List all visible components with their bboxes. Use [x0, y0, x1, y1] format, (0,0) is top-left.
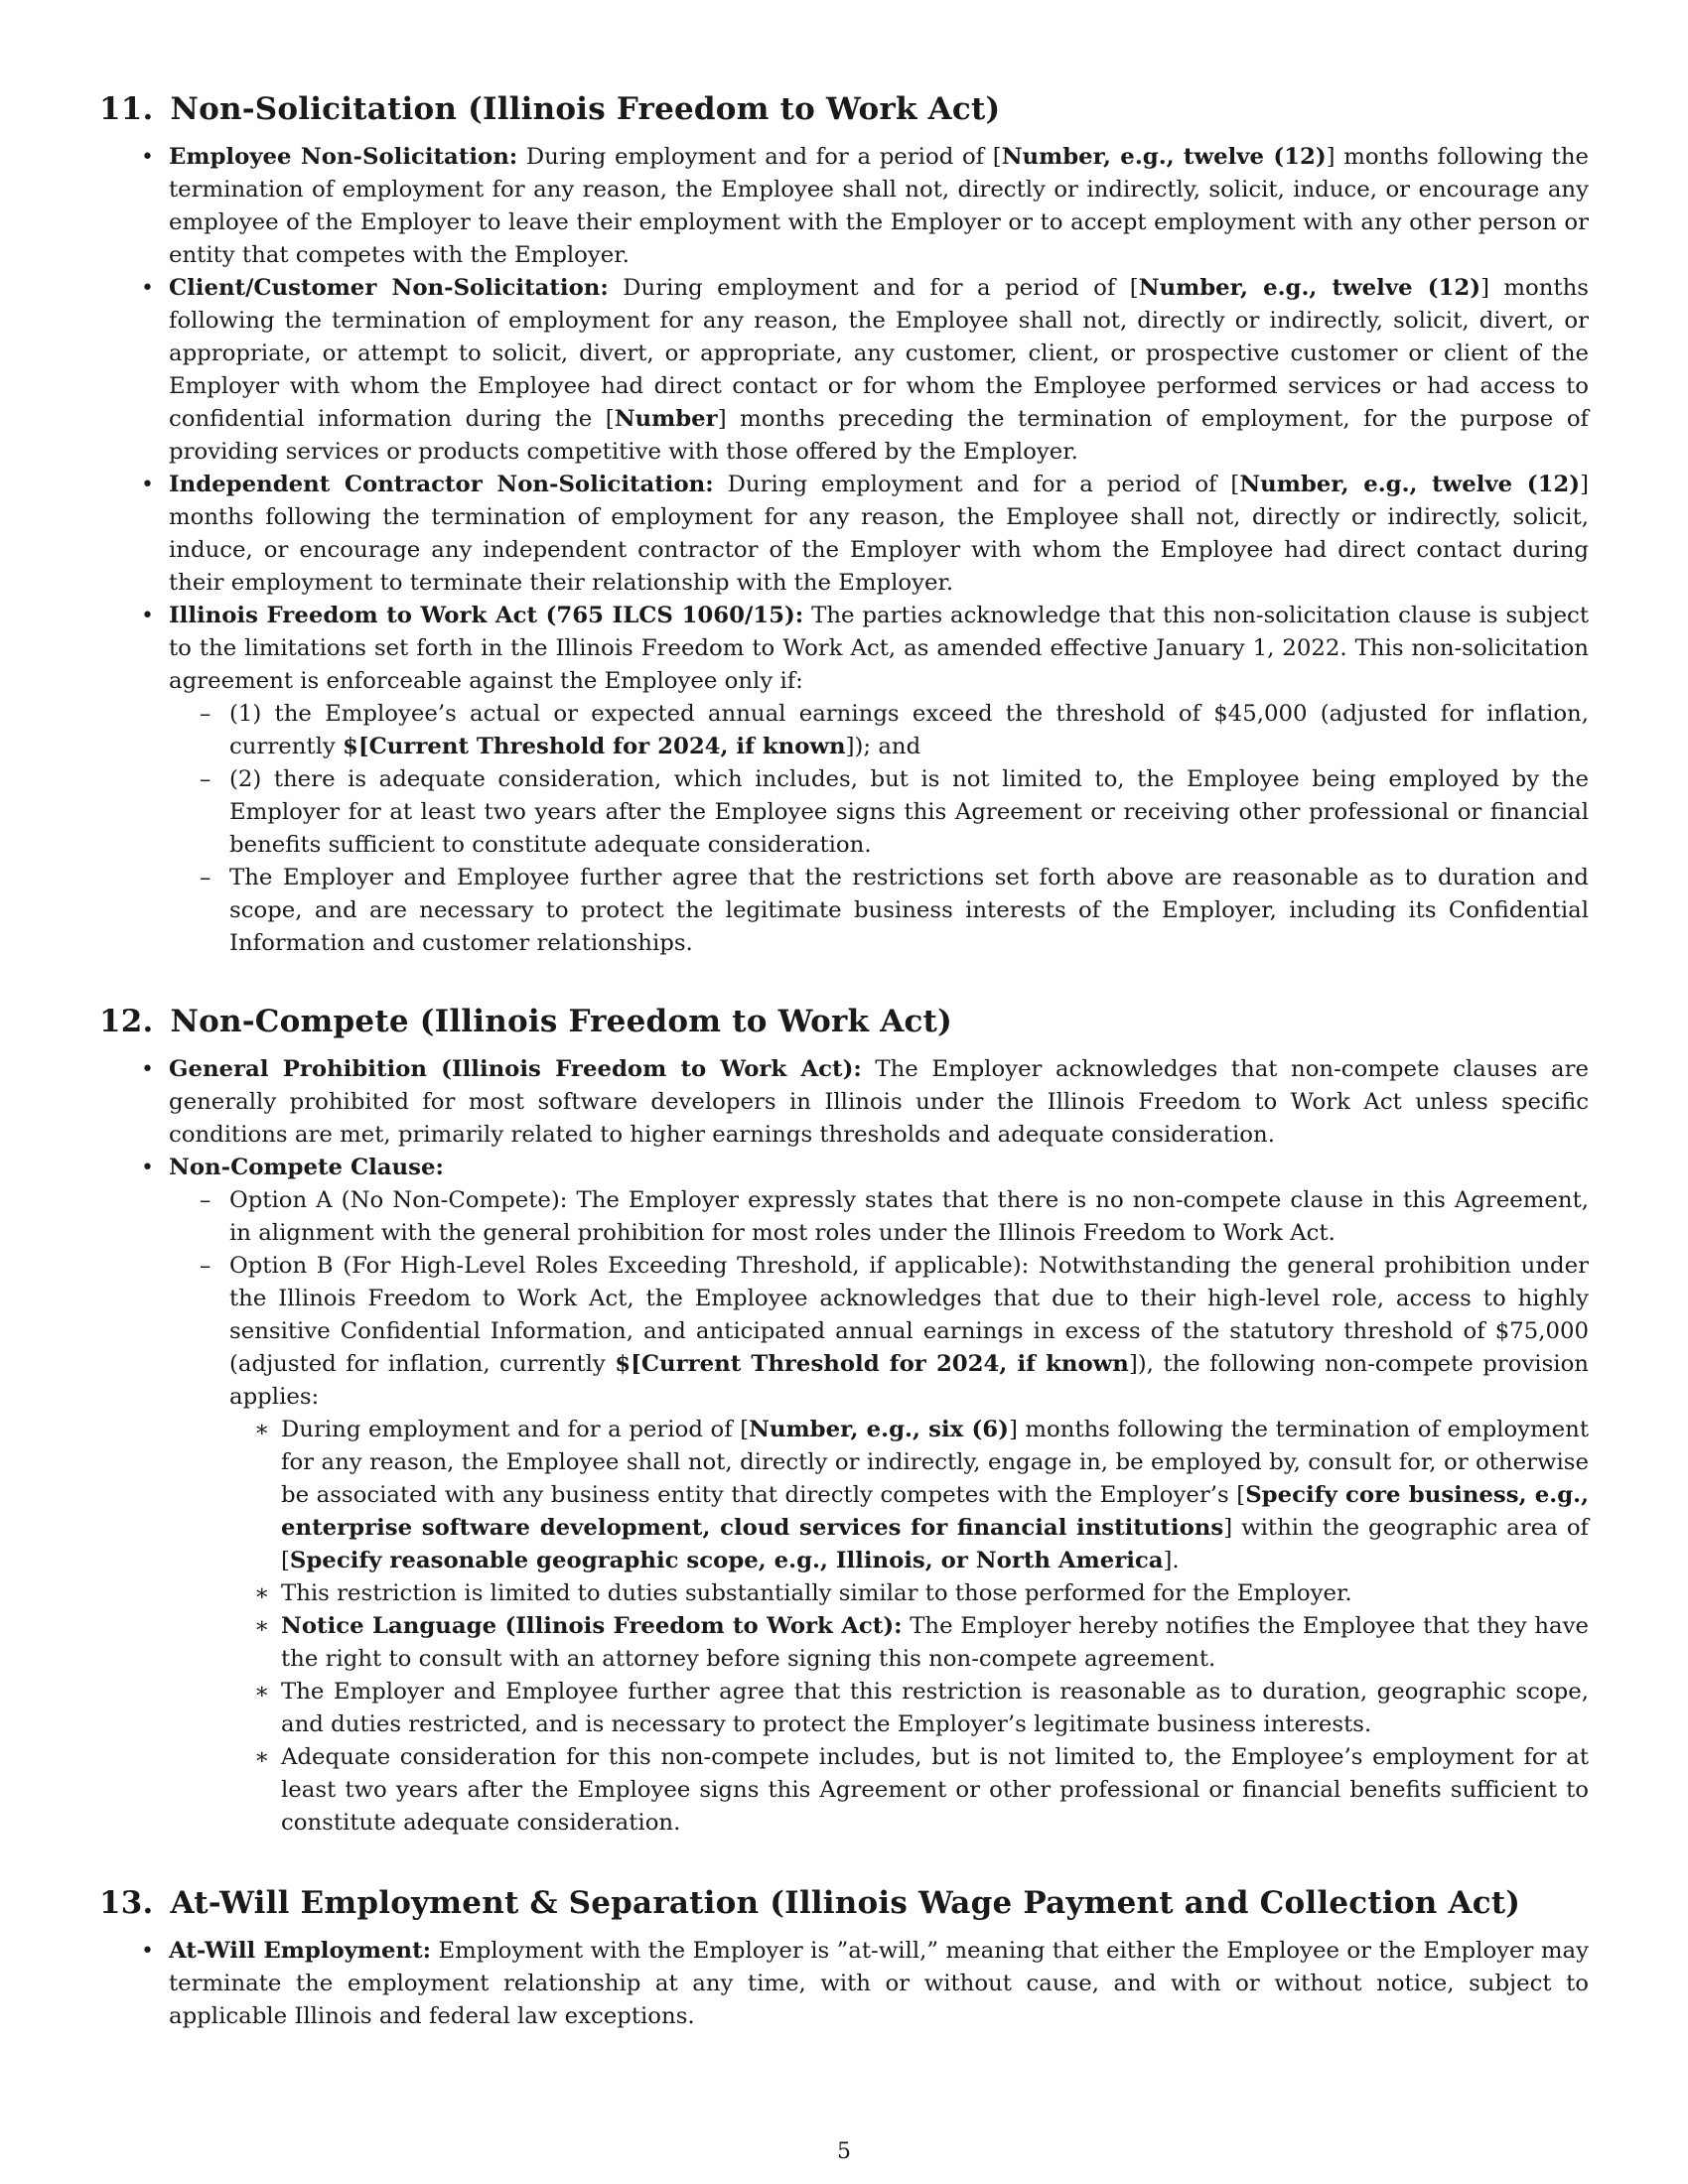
item-text: Option A (No Non-Compete): The Employer expressly states that there is no non-compete clause in this Agreement, in alignment with the general prohibition for most roles under the Illinois Freedom to Work Act. — [229, 1187, 1589, 1246]
item-label: Non-Compete Clause: — [169, 1155, 444, 1180]
item-label: General Prohibition (Illinois Freedom to Work Act): — [169, 1056, 862, 1082]
general-prohibition-item — [169, 1053, 1589, 1152]
item-text: The parties acknowledge that this non-solicitation clause is subject to the limitations set forth in the Illinois Freedom to Work Act, as amended effective January 1, 2022. This non-solicitation agreement is enforceable against the Employee only if: — [169, 603, 1589, 694]
section-number: 12. — [99, 1004, 154, 1039]
section-12-heading — [99, 1000, 1589, 1043]
provision-list — [229, 1414, 1589, 1840]
placeholder-bold: Number, e.g., six (6) — [749, 1417, 1009, 1442]
item-label: At-Will Employment: — [169, 1938, 432, 1964]
item-text: ] within the geographic area of [ — [281, 1515, 1589, 1573]
section-title: Non-Solicitation (Illinois Freedom to Work Act) — [170, 91, 1001, 127]
condition-consideration — [229, 763, 1589, 862]
provision-consideration — [281, 1741, 1589, 1840]
placeholder-bold: Number, e.g., twelve (12) — [1001, 144, 1327, 170]
item-text: During employment and for a period of [ — [608, 275, 1139, 301]
at-will-item — [169, 1935, 1589, 2033]
document-page — [99, 87, 1589, 2033]
placeholder-bold: Number, e.g., twelve (12) — [1239, 472, 1581, 497]
provision-duration — [281, 1414, 1589, 1577]
freedom-to-work-act-item — [169, 600, 1589, 960]
item-text: The Employer and Employee further agree that this restriction is reasonable as to duration, geographic scope, and duties restricted, and is necessary to protect the Employer’s legitimate business interests. — [281, 1679, 1589, 1737]
item-text: ] months following the termination of employment for any reason, the Employee shall not, directly or indirectly, solicit, induce, or encourage any employee of the Employer to leave their employment with the Employer or to accept employment with any other person or entity that competes with the Employer. — [169, 144, 1589, 268]
option-b — [229, 1250, 1589, 1840]
provision-notice — [281, 1610, 1589, 1676]
section-11-heading — [99, 87, 1589, 131]
placeholder-bold: Number — [614, 406, 718, 432]
placeholder-bold: Specify reasonable geographic scope, e.g., Illinois, or North America — [289, 1548, 1164, 1573]
contractor-non-solicitation-item — [169, 469, 1589, 600]
employee-non-solicitation-item — [169, 141, 1589, 272]
client-non-solicitation-item — [169, 272, 1589, 469]
section-12-list — [99, 1053, 1589, 1840]
item-label: Notice Language (Illinois Freedom to Work Act): — [281, 1613, 903, 1639]
item-text: ] months following the termination of employment for any reason, the Employee shall not, directly or indirectly, engage in, be employed by, consult for, or otherwise be associated with any business entity that directly competes with the Employer’s [ — [281, 1417, 1590, 1508]
condition-reasonable — [229, 862, 1589, 960]
item-text: During employment and for a period of [ — [281, 1417, 750, 1442]
section-title: Non-Compete (Illinois Freedom to Work Act) — [170, 1004, 952, 1039]
provision-duties — [281, 1577, 1589, 1610]
item-text: This restriction is limited to duties substantially similar to those performed for the Employer. — [281, 1580, 1352, 1606]
item-text: The Employer acknowledges that non-compete clauses are generally prohibited for most software developers in Illinois under the Illinois Freedom to Work Act unless specific conditions are met, primarily related to higher earnings thresholds and adequate consideration. — [169, 1056, 1589, 1148]
page-number: 5 — [837, 2139, 851, 2164]
provision-reasonable — [281, 1676, 1589, 1741]
conditions-list — [169, 698, 1589, 960]
item-text: During employment and for a period of [ — [517, 144, 1002, 170]
item-label: Independent Contractor Non-Solicitation: — [169, 472, 714, 497]
section-title: At-Will Employment & Separation (Illinois Wage Payment and Collection Act) — [170, 1885, 1521, 1921]
section-11-list — [99, 141, 1589, 960]
item-text: ] months preceding the termination of employment, for the purpose of providing services or products competitive with those offered by the Employer. — [169, 406, 1589, 465]
item-text: During employment and for a period of [ — [713, 472, 1240, 497]
option-a — [229, 1184, 1589, 1250]
item-text: ]. — [1163, 1548, 1180, 1573]
item-text: The Employer hereby notifies the Employee that they have the right to consult with an attorney before signing this non-compete agreement. — [281, 1613, 1589, 1672]
placeholder-bold: Specify core business, e.g., enterprise software development, cloud services for financial institutions — [281, 1482, 1590, 1541]
options-list — [169, 1184, 1589, 1840]
item-text: (2) there is adequate consideration, which includes, but is not limited to, the Employee being employed by the Employer for at least two years after the Employee signs this Agreement or receiving other professional or financial benefits sufficient to constitute adequate consideration. — [229, 766, 1589, 858]
item-text: ]); and — [845, 734, 921, 759]
item-text: ] months following the termination of employment for any reason, the Employee shall not, directly or indirectly, solicit, induce, or encourage any independent contractor of the Employer with whom the Employee had direct contact during their employment to terminate their relationship with the Employer. — [169, 472, 1589, 596]
item-text: Option B (For High-Level Roles Exceeding Threshold, if applicable): Notwithstanding the general prohibition under the Illinois Freedom to Work Act, the Employee acknowledges that due to their high-level role, access to highly sensitive Confidential Information, and anticipated annual earnings in excess of the statutory threshold of $75,000 (adjusted for inflation, currently — [229, 1253, 1589, 1377]
item-label: Client/Customer Non-Solicitation: — [169, 275, 609, 301]
condition-earnings — [229, 698, 1589, 763]
section-13-list — [99, 1935, 1589, 2033]
placeholder-bold: $[Current Threshold for 2024, if known — [615, 1351, 1129, 1377]
item-text: (1) the Employee’s actual or expected annual earnings exceed the threshold of $45,000 (adjusted for inflation, currently — [229, 701, 1589, 759]
item-label: Illinois Freedom to Work Act (765 ILCS 1060/15): — [169, 603, 804, 628]
non-compete-clause-item — [169, 1152, 1589, 1840]
section-number: 11. — [99, 91, 154, 127]
item-text: ] months following the termination of employment for any reason, the Employee shall not, directly or indirectly, solicit, divert, or appropriate, or attempt to solicit, divert, or appropriate, any customer, client, or prospective customer or client of the Employer with whom the Employee had direct contact or for whom the Employee performed services or had access to confidential information during the [ — [169, 275, 1589, 432]
section-13-heading — [99, 1881, 1589, 1925]
placeholder-bold: $[Current Threshold for 2024, if known — [343, 734, 846, 759]
section-number: 13. — [99, 1885, 154, 1921]
item-label: Employee Non-Solicitation: — [169, 144, 518, 170]
item-text: Employment with the Employer is ”at-will,” meaning that either the Employee or the Employer may terminate the employment relationship at any time, with or without cause, and with or without notice, subject to applicable Illinois and federal law exceptions. — [169, 1938, 1589, 2029]
item-text: The Employer and Employee further agree that the restrictions set forth above are reasonable as to duration and scope, and are necessary to protect the legitimate business interests of the Employer, including its Confidential Information and customer relationships. — [229, 865, 1589, 956]
placeholder-bold: Number, e.g., twelve (12) — [1138, 275, 1481, 301]
item-text: ]), the following non-compete provision applies: — [229, 1351, 1589, 1410]
item-text: Adequate consideration for this non-compete includes, but is not limited to, the Employee’s employment for at least two years after the Employee signs this Agreement or other professional or financial benefits sufficient to constitute adequate consideration. — [281, 1744, 1589, 1836]
